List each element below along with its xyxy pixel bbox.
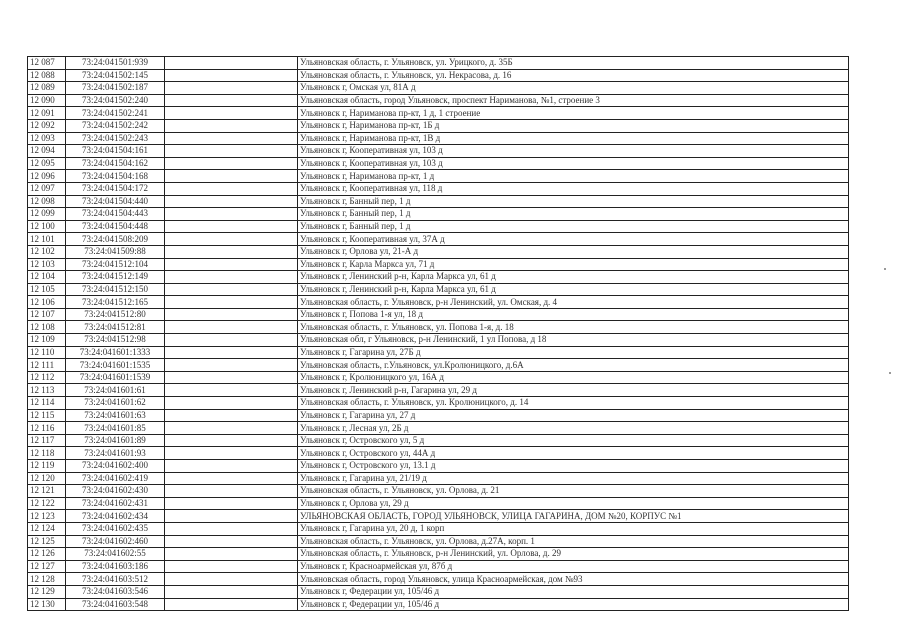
- address: Ульяновская область, город Ульяновск, проспект Нариманова, №1, строение 3: [298, 94, 849, 107]
- row-number: 12 130: [28, 598, 66, 611]
- table-row: [28, 535, 849, 548]
- address: Ульяновск г, Нариманова пр-кт, 1 д, 1 строение: [298, 107, 849, 120]
- cadastral-number: 73:24:041601:85: [66, 422, 165, 435]
- row-number: 12 106: [28, 296, 66, 309]
- address: Ульяновск г, Ленинский р-н, Карла Маркса ул, 61 д: [298, 283, 849, 296]
- table-row: [28, 560, 849, 573]
- empty-cell: [165, 245, 298, 258]
- table-row: [28, 460, 849, 473]
- address: Ульяновск г, Лесная ул, 2Б д: [298, 422, 849, 435]
- table-row: [28, 497, 849, 510]
- table-row: [28, 182, 849, 195]
- table-row: [28, 107, 849, 120]
- row-number: 12 096: [28, 170, 66, 183]
- address: Ульяновск г, Гагарина ул, 20 д, 1 корп: [298, 522, 849, 535]
- row-number: 12 107: [28, 308, 66, 321]
- table-row: [28, 472, 849, 485]
- row-number: 12 116: [28, 422, 66, 435]
- cadastral-number: 73:24:041504:161: [66, 145, 165, 158]
- empty-cell: [165, 271, 298, 284]
- table-row: [28, 510, 849, 523]
- row-number: 12 090: [28, 94, 66, 107]
- empty-cell: [165, 57, 298, 70]
- row-number: 12 103: [28, 258, 66, 271]
- empty-cell: [165, 195, 298, 208]
- table-row: [28, 170, 849, 183]
- table-row: [28, 334, 849, 347]
- row-number: 12 118: [28, 447, 66, 460]
- row-number: 12 091: [28, 107, 66, 120]
- address: Ульяновск г, Нариманова пр-кт, 1 д: [298, 170, 849, 183]
- address: Ульяновск г, Нариманова пр-кт, 1Б д: [298, 119, 849, 132]
- empty-cell: [165, 560, 298, 573]
- cadastral-number: 73:24:041504:440: [66, 195, 165, 208]
- row-number: 12 113: [28, 384, 66, 397]
- table-row: [28, 94, 849, 107]
- empty-cell: [165, 170, 298, 183]
- row-number: 12 109: [28, 334, 66, 347]
- row-number: 12 110: [28, 346, 66, 359]
- cadastral-number: 73:24:041502:145: [66, 69, 165, 82]
- empty-cell: [165, 220, 298, 233]
- cadastral-number: 73:24:041502:187: [66, 82, 165, 95]
- cadastral-number: 73:24:041509:88: [66, 245, 165, 258]
- empty-cell: [165, 359, 298, 372]
- table-row: [28, 220, 849, 233]
- empty-cell: [165, 548, 298, 561]
- row-number: 12 123: [28, 510, 66, 523]
- row-number: 12 093: [28, 132, 66, 145]
- empty-cell: [165, 573, 298, 586]
- address: Ульяновск г, Омская ул, 81А д: [298, 82, 849, 95]
- address: Ульяновская область, г. Ульяновск, ул. Кролюницкого, д. 14: [298, 397, 849, 410]
- empty-cell: [165, 296, 298, 309]
- empty-cell: [165, 371, 298, 384]
- address: Ульяновск г, Красноармейская ул, 87б д: [298, 560, 849, 573]
- table-row: [28, 409, 849, 422]
- empty-cell: [165, 397, 298, 410]
- address: Ульяновская область, г. Ульяновск, р-н Ленинский, ул. Омская, д. 4: [298, 296, 849, 309]
- empty-cell: [165, 485, 298, 498]
- cadastral-number: 73:24:041512:81: [66, 321, 165, 334]
- address: Ульяновск г, Кооперативная ул, 103 д: [298, 157, 849, 170]
- table-row: [28, 598, 849, 611]
- cadastral-number: 73:24:041512:80: [66, 308, 165, 321]
- row-number: 12 112: [28, 371, 66, 384]
- table-row: [28, 245, 849, 258]
- scan-speck: [884, 268, 886, 270]
- cadastral-number: 73:24:041502:242: [66, 119, 165, 132]
- empty-cell: [165, 522, 298, 535]
- empty-cell: [165, 233, 298, 246]
- table-row: [28, 283, 849, 296]
- row-number: 12 098: [28, 195, 66, 208]
- table-row: [28, 258, 849, 271]
- cadastral-number: 73:24:041504:448: [66, 220, 165, 233]
- address: Ульяновск г, Островского ул, 13.1 д: [298, 460, 849, 473]
- address: Ульяновск г, Орлова ул, 21-А д: [298, 245, 849, 258]
- cadastral-number: 73:24:041601:1333: [66, 346, 165, 359]
- row-number: 12 102: [28, 245, 66, 258]
- empty-cell: [165, 346, 298, 359]
- empty-cell: [165, 598, 298, 611]
- address: Ульяновск г, Гагарина ул, 27Б д: [298, 346, 849, 359]
- table-row: [28, 359, 849, 372]
- row-number: 12 100: [28, 220, 66, 233]
- row-number: 12 104: [28, 271, 66, 284]
- table-row: [28, 57, 849, 70]
- scan-speck: [889, 372, 891, 374]
- table-row: [28, 195, 849, 208]
- empty-cell: [165, 321, 298, 334]
- cadastral-number: 73:24:041502:241: [66, 107, 165, 120]
- cadastral-number: 73:24:041502:243: [66, 132, 165, 145]
- address: Ульяновск г, Банный пер, 1 д: [298, 220, 849, 233]
- empty-cell: [165, 107, 298, 120]
- cadastral-number: 73:24:041601:63: [66, 409, 165, 422]
- cadastral-number: 73:24:041603:512: [66, 573, 165, 586]
- table-row: [28, 447, 849, 460]
- empty-cell: [165, 82, 298, 95]
- cadastral-number: 73:24:041602:435: [66, 522, 165, 535]
- row-number: 12 114: [28, 397, 66, 410]
- table-row: [28, 308, 849, 321]
- cadastral-number: 73:24:041512:150: [66, 283, 165, 296]
- row-number: 12 122: [28, 497, 66, 510]
- table-row: [28, 119, 849, 132]
- address: Ульяновск г, Нариманова пр-кт, 1В д: [298, 132, 849, 145]
- row-number: 12 108: [28, 321, 66, 334]
- cadastral-number: 73:24:041504:168: [66, 170, 165, 183]
- empty-cell: [165, 182, 298, 195]
- row-number: 12 101: [28, 233, 66, 246]
- empty-cell: [165, 409, 298, 422]
- row-number: 12 125: [28, 535, 66, 548]
- table-row: [28, 346, 849, 359]
- address: Ульяновская область, г.Ульяновск, ул.Кролюницкого, д.6А: [298, 359, 849, 372]
- row-number: 12 087: [28, 57, 66, 70]
- address: Ульяновск г, Гагарина ул, 21/19 д: [298, 472, 849, 485]
- table-row: [28, 585, 849, 598]
- address: Ульяновск г, Кооперативная ул, 37А д: [298, 233, 849, 246]
- table-row: [28, 132, 849, 145]
- empty-cell: [165, 69, 298, 82]
- address: Ульяновская область, г. Ульяновск, ул. Урицкого, д. 35Б: [298, 57, 849, 70]
- address: Ульяновская область, г. Ульяновск, ул. Орлова, д. 21: [298, 485, 849, 498]
- empty-cell: [165, 460, 298, 473]
- table-row: [28, 422, 849, 435]
- cadastral-number: 73:24:041502:240: [66, 94, 165, 107]
- empty-cell: [165, 132, 298, 145]
- row-number: 12 099: [28, 208, 66, 221]
- table-row: [28, 397, 849, 410]
- address: Ульяновск г, Кооперативная ул, 118 д: [298, 182, 849, 195]
- cadastral-number: 73:24:041602:55: [66, 548, 165, 561]
- cadastral-number: 73:24:041601:93: [66, 447, 165, 460]
- cadastral-number: 73:24:041602:419: [66, 472, 165, 485]
- empty-cell: [165, 308, 298, 321]
- cadastral-number: 73:24:041602:431: [66, 497, 165, 510]
- address: Ульяновск г, Федерации ул, 105/46 д: [298, 598, 849, 611]
- address: Ульяновск г, Островского ул, 5 д: [298, 434, 849, 447]
- cadastral-number: 73:24:041512:149: [66, 271, 165, 284]
- address: Ульяновск г, Кооперативная ул, 103 д: [298, 145, 849, 158]
- address: Ульяновск г, Ленинский р-н, Карла Маркса ул, 61 д: [298, 271, 849, 284]
- row-number: 12 089: [28, 82, 66, 95]
- cadastral-number: 73:24:041601:89: [66, 434, 165, 447]
- cadastral-number: 73:24:041504:162: [66, 157, 165, 170]
- address: Ульяновск г, Банный пер, 1 д: [298, 195, 849, 208]
- cadastral-number: 73:24:041602:460: [66, 535, 165, 548]
- empty-cell: [165, 472, 298, 485]
- cadastral-number: 73:24:041508:209: [66, 233, 165, 246]
- address: Ульяновск г, Орлова ул, 29 д: [298, 497, 849, 510]
- cadastral-number: 73:24:041601:1535: [66, 359, 165, 372]
- empty-cell: [165, 119, 298, 132]
- row-number: 12 097: [28, 182, 66, 195]
- address: Ульяновск г, Банный пер, 1 д: [298, 208, 849, 221]
- row-number: 12 126: [28, 548, 66, 561]
- empty-cell: [165, 510, 298, 523]
- address: Ульяновск г, Карла Маркса ул, 71 д: [298, 258, 849, 271]
- cadastral-number: 73:24:041501:939: [66, 57, 165, 70]
- row-number: 12 088: [28, 69, 66, 82]
- table-row: [28, 548, 849, 561]
- empty-cell: [165, 334, 298, 347]
- table-row: [28, 69, 849, 82]
- table-row: [28, 384, 849, 397]
- empty-cell: [165, 283, 298, 296]
- empty-cell: [165, 384, 298, 397]
- table-row: [28, 145, 849, 158]
- table-row: [28, 296, 849, 309]
- empty-cell: [165, 145, 298, 158]
- empty-cell: [165, 497, 298, 510]
- table-row: [28, 233, 849, 246]
- cadastral-number: 73:24:041601:1539: [66, 371, 165, 384]
- cadastral-number: 73:24:041603:186: [66, 560, 165, 573]
- table-row: [28, 157, 849, 170]
- cadastral-number: 73:24:041601:61: [66, 384, 165, 397]
- row-number: 12 092: [28, 119, 66, 132]
- empty-cell: [165, 434, 298, 447]
- row-number: 12 129: [28, 585, 66, 598]
- row-number: 12 128: [28, 573, 66, 586]
- cadastral-number: 73:24:041512:98: [66, 334, 165, 347]
- row-number: 12 127: [28, 560, 66, 573]
- row-number: 12 121: [28, 485, 66, 498]
- empty-cell: [165, 585, 298, 598]
- cadastral-table: [27, 56, 849, 611]
- address: Ульяновск г, Попова 1-я ул, 18 д: [298, 308, 849, 321]
- cadastral-number: 73:24:041603:548: [66, 598, 165, 611]
- empty-cell: [165, 94, 298, 107]
- row-number: 12 115: [28, 409, 66, 422]
- row-number: 12 124: [28, 522, 66, 535]
- row-number: 12 095: [28, 157, 66, 170]
- row-number: 12 094: [28, 145, 66, 158]
- table-row: [28, 208, 849, 221]
- row-number: 12 119: [28, 460, 66, 473]
- cadastral-number: 73:24:041512:165: [66, 296, 165, 309]
- cadastral-number: 73:24:041602:434: [66, 510, 165, 523]
- address: Ульяновск г, Федерации ул, 105/46 д: [298, 585, 849, 598]
- address: Ульяновск г, Островского ул, 44А д: [298, 447, 849, 460]
- row-number: 12 117: [28, 434, 66, 447]
- table-row: [28, 371, 849, 384]
- table-row: [28, 485, 849, 498]
- address: Ульяновская область, г. Ульяновск, ул. Некрасова, д. 16: [298, 69, 849, 82]
- cadastral-number: 73:24:041504:172: [66, 182, 165, 195]
- empty-cell: [165, 422, 298, 435]
- row-number: 12 120: [28, 472, 66, 485]
- table-row: [28, 82, 849, 95]
- address: Ульяновск г, Гагарина ул, 27 д: [298, 409, 849, 422]
- cadastral-number: 73:24:041602:430: [66, 485, 165, 498]
- address: Ульяновская область, г. Ульяновск, ул. Попова 1-я, д. 18: [298, 321, 849, 334]
- address: Ульяновская обл, г Ульяновск, р-н Ленинский, 1 ул Попова, д 18: [298, 334, 849, 347]
- row-number: 12 111: [28, 359, 66, 372]
- table-row: [28, 522, 849, 535]
- row-number: 12 105: [28, 283, 66, 296]
- empty-cell: [165, 535, 298, 548]
- empty-cell: [165, 258, 298, 271]
- address: Ульяновская область, город Ульяновск, улица Красноармейская, дом №93: [298, 573, 849, 586]
- address: Ульяновская область, г. Ульяновск, ул. Орлова, д.27А, корп. 1: [298, 535, 849, 548]
- cadastral-number: 73:24:041601:62: [66, 397, 165, 410]
- table-row: [28, 271, 849, 284]
- table-row: [28, 573, 849, 586]
- address: Ульяновск г, Кролюницкого ул, 16А д: [298, 371, 849, 384]
- address: Ульяновская область, г. Ульяновск, р-н Ленинский, ул. Орлова, д. 29: [298, 548, 849, 561]
- empty-cell: [165, 208, 298, 221]
- table-row: [28, 321, 849, 334]
- table-body: [28, 57, 849, 611]
- cadastral-number: 73:24:041603:546: [66, 585, 165, 598]
- address: УЛЬЯНОВСКАЯ ОБЛАСТЬ, ГОРОД УЛЬЯНОВСК, УЛИЦА ГАГАРИНА, ДОМ №20, КОРПУС №1: [298, 510, 849, 523]
- cadastral-number: 73:24:041602:400: [66, 460, 165, 473]
- address: Ульяновск г, Ленинский р-н, Гагарина ул, 29 д: [298, 384, 849, 397]
- empty-cell: [165, 157, 298, 170]
- cadastral-number: 73:24:041512:104: [66, 258, 165, 271]
- empty-cell: [165, 447, 298, 460]
- table-row: [28, 434, 849, 447]
- cadastral-number: 73:24:041504:443: [66, 208, 165, 221]
